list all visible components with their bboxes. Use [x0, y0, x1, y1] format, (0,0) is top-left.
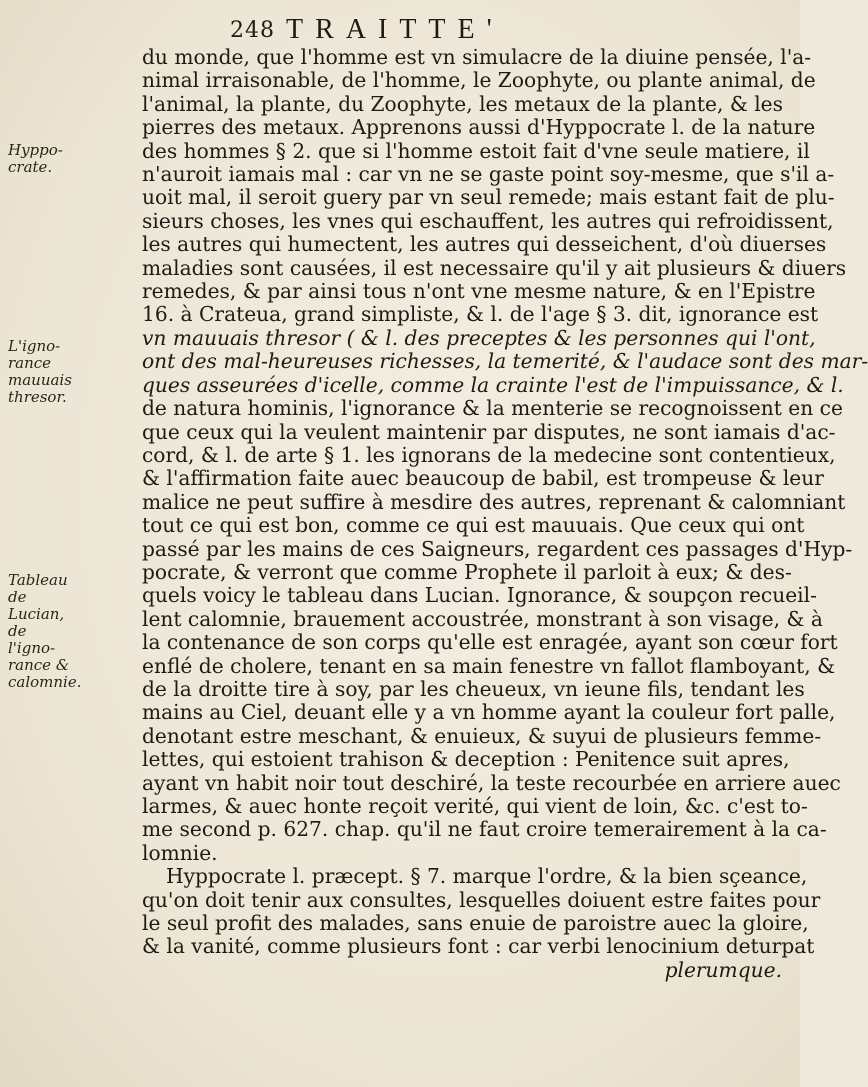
margin-note-line: rance	[8, 354, 52, 372]
page-number: 248	[230, 18, 275, 43]
margin-note-line: thresor.	[8, 388, 67, 406]
text-line: remedes, & par ainsi tous n'ont vne mesme nature, & en l'Epistre	[142, 279, 816, 304]
text-line: les autres qui humectent, les autres qui desseichent, d'où diuerses	[142, 232, 827, 257]
margin-note-line: Hyppo-	[8, 141, 63, 159]
text-line: enflé de cholere, tenant en sa main fenestre vn fallot flamboyant, &	[142, 653, 836, 678]
text-line: ont des mal-heureuses richesses, la temerité, & l'audace sont des mar-	[142, 349, 868, 374]
text-line: ques asseurées d'icelle, comme la crainte l'est de l'impuissance, & l.	[142, 372, 844, 397]
text-line: passé par les mains de ces Saigneurs, regardent ces passages d'Hyp-	[142, 536, 853, 561]
text-line: me second p. 627. chap. qu'il ne faut croire temerairement à la ca-	[142, 817, 827, 842]
margin-note-line: Tableau	[8, 571, 68, 589]
text-line: le seul profit des malades, sans enuie de paroistre auec la gloire,	[142, 911, 809, 936]
text-line: lettes, qui estoient trahison & deception : Penitence suit apres,	[142, 747, 790, 772]
margin-note-hyppocrate	[8, 142, 76, 176]
text-line: cord, & l. de arte § 1. les ignorans de la medecine sont contentieux,	[142, 442, 836, 467]
text-line: lent calomnie, brauement accoustrée, monstrant à son visage, & à	[142, 606, 823, 631]
text-line: que ceux qui la veulent maintenir par disputes, ne sont iamais d'ac-	[142, 419, 836, 444]
text-line: maladies sont causées, il est necessaire qu'il y ait plusieurs & diuers	[142, 255, 847, 280]
margin-note-line: L'igno-	[8, 337, 61, 355]
text-line: denotant estre meschant, & enuieux, & suyui de plusieurs femme-	[142, 723, 822, 748]
margin-note-tableau	[8, 571, 82, 691]
margin-note-line: de l'igno-	[8, 622, 56, 657]
text-line: la contenance de son corps qu'elle est enragée, ayant son cœur fort	[142, 630, 838, 655]
text-line: des hommes § 2. que si l'homme estoit fait d'vne seule matiere, il	[142, 138, 810, 163]
margin-note-ignorance	[8, 338, 76, 406]
text-line: n'auroit iamais mal : car vn ne se gaste point soy-mesme, que s'il a-	[142, 162, 835, 187]
text-line: lomnie.	[142, 840, 218, 865]
text-line: 16. à Crateua, grand simpliste, & l. de l'age § 3. dit, ignorance est	[142, 302, 819, 327]
text-line: malice ne peut suffire à mesdire des autres, reprenant & calomniant	[142, 489, 846, 514]
margin-note-line: de Lucian,	[8, 588, 65, 623]
body-text	[142, 45, 868, 982]
text-line: uoit mal, il seroit guery par vn seul remede; mais estant fait de plu-	[142, 185, 835, 210]
margin-note-line: crate.	[8, 158, 53, 176]
text-line: & l'affirmation faite auec beaucoup de babil, est trompeuse & leur	[142, 466, 824, 491]
text-line: qu'on doit tenir aux consultes, lesquelles doiuent estre faites pour	[142, 887, 821, 912]
running-title: TRAITTE'	[286, 14, 504, 45]
text-line: l'animal, la plante, du Zoophyte, les metaux de la plante, & les	[142, 91, 783, 116]
text-line: ayant vn habit noir tout deschiré, la teste recourbée en arriere auec	[142, 770, 841, 795]
text-line: vn mauuais thresor ( & l. des preceptes & les personnes qui l'ont,	[142, 325, 816, 350]
text-line: plerumque.	[664, 957, 782, 982]
text-line: quels voicy le tableau dans Lucian. Ignorance, & soupçon recueil-	[142, 583, 817, 608]
text-line: larmes, & auec honte reçoit verité, qui vient de loin, &c. c'est to-	[142, 794, 808, 818]
text-line: du monde, que l'homme est vn simulacre de la diuine pensée, l'a-	[142, 45, 812, 69]
text-line: Hyppocrate l. præcept. § 7. marque l'ordre, & la bien sçeance,	[166, 864, 808, 889]
text-line: pocrate, & verront que comme Prophete il parloit à eux; & des-	[142, 559, 792, 584]
text-line: sieurs choses, les vnes qui eschauffent, les autres qui refroidissent,	[142, 208, 834, 233]
text-line: & la vanité, comme plusieurs font : car verbi lenocinium deturpat	[142, 934, 815, 959]
text-line: mains au Ciel, deuant elle y a vn homme ayant la couleur fort palle,	[142, 700, 836, 725]
margin-note-line: mauuais	[8, 371, 72, 389]
text-line: de natura hominis, l'ignorance & la menterie se recognoissent en ce	[142, 396, 843, 421]
margin-note-line: rance &	[8, 656, 70, 674]
text-line: pierres des metaux. Apprenons aussi d'Hyppocrate l. de la nature	[142, 115, 816, 140]
text-line: de la droitte tire à soy, par les cheueux, vn ieune fils, tendant les	[142, 676, 805, 701]
text-line: nimal irraisonable, de l'homme, le Zoophyte, ou plante animal, de	[142, 68, 816, 93]
text-line: tout ce qui est bon, comme ce qui est mauuais. Que ceux qui ont	[142, 513, 805, 538]
margin-note-line: calomnie.	[8, 673, 82, 691]
